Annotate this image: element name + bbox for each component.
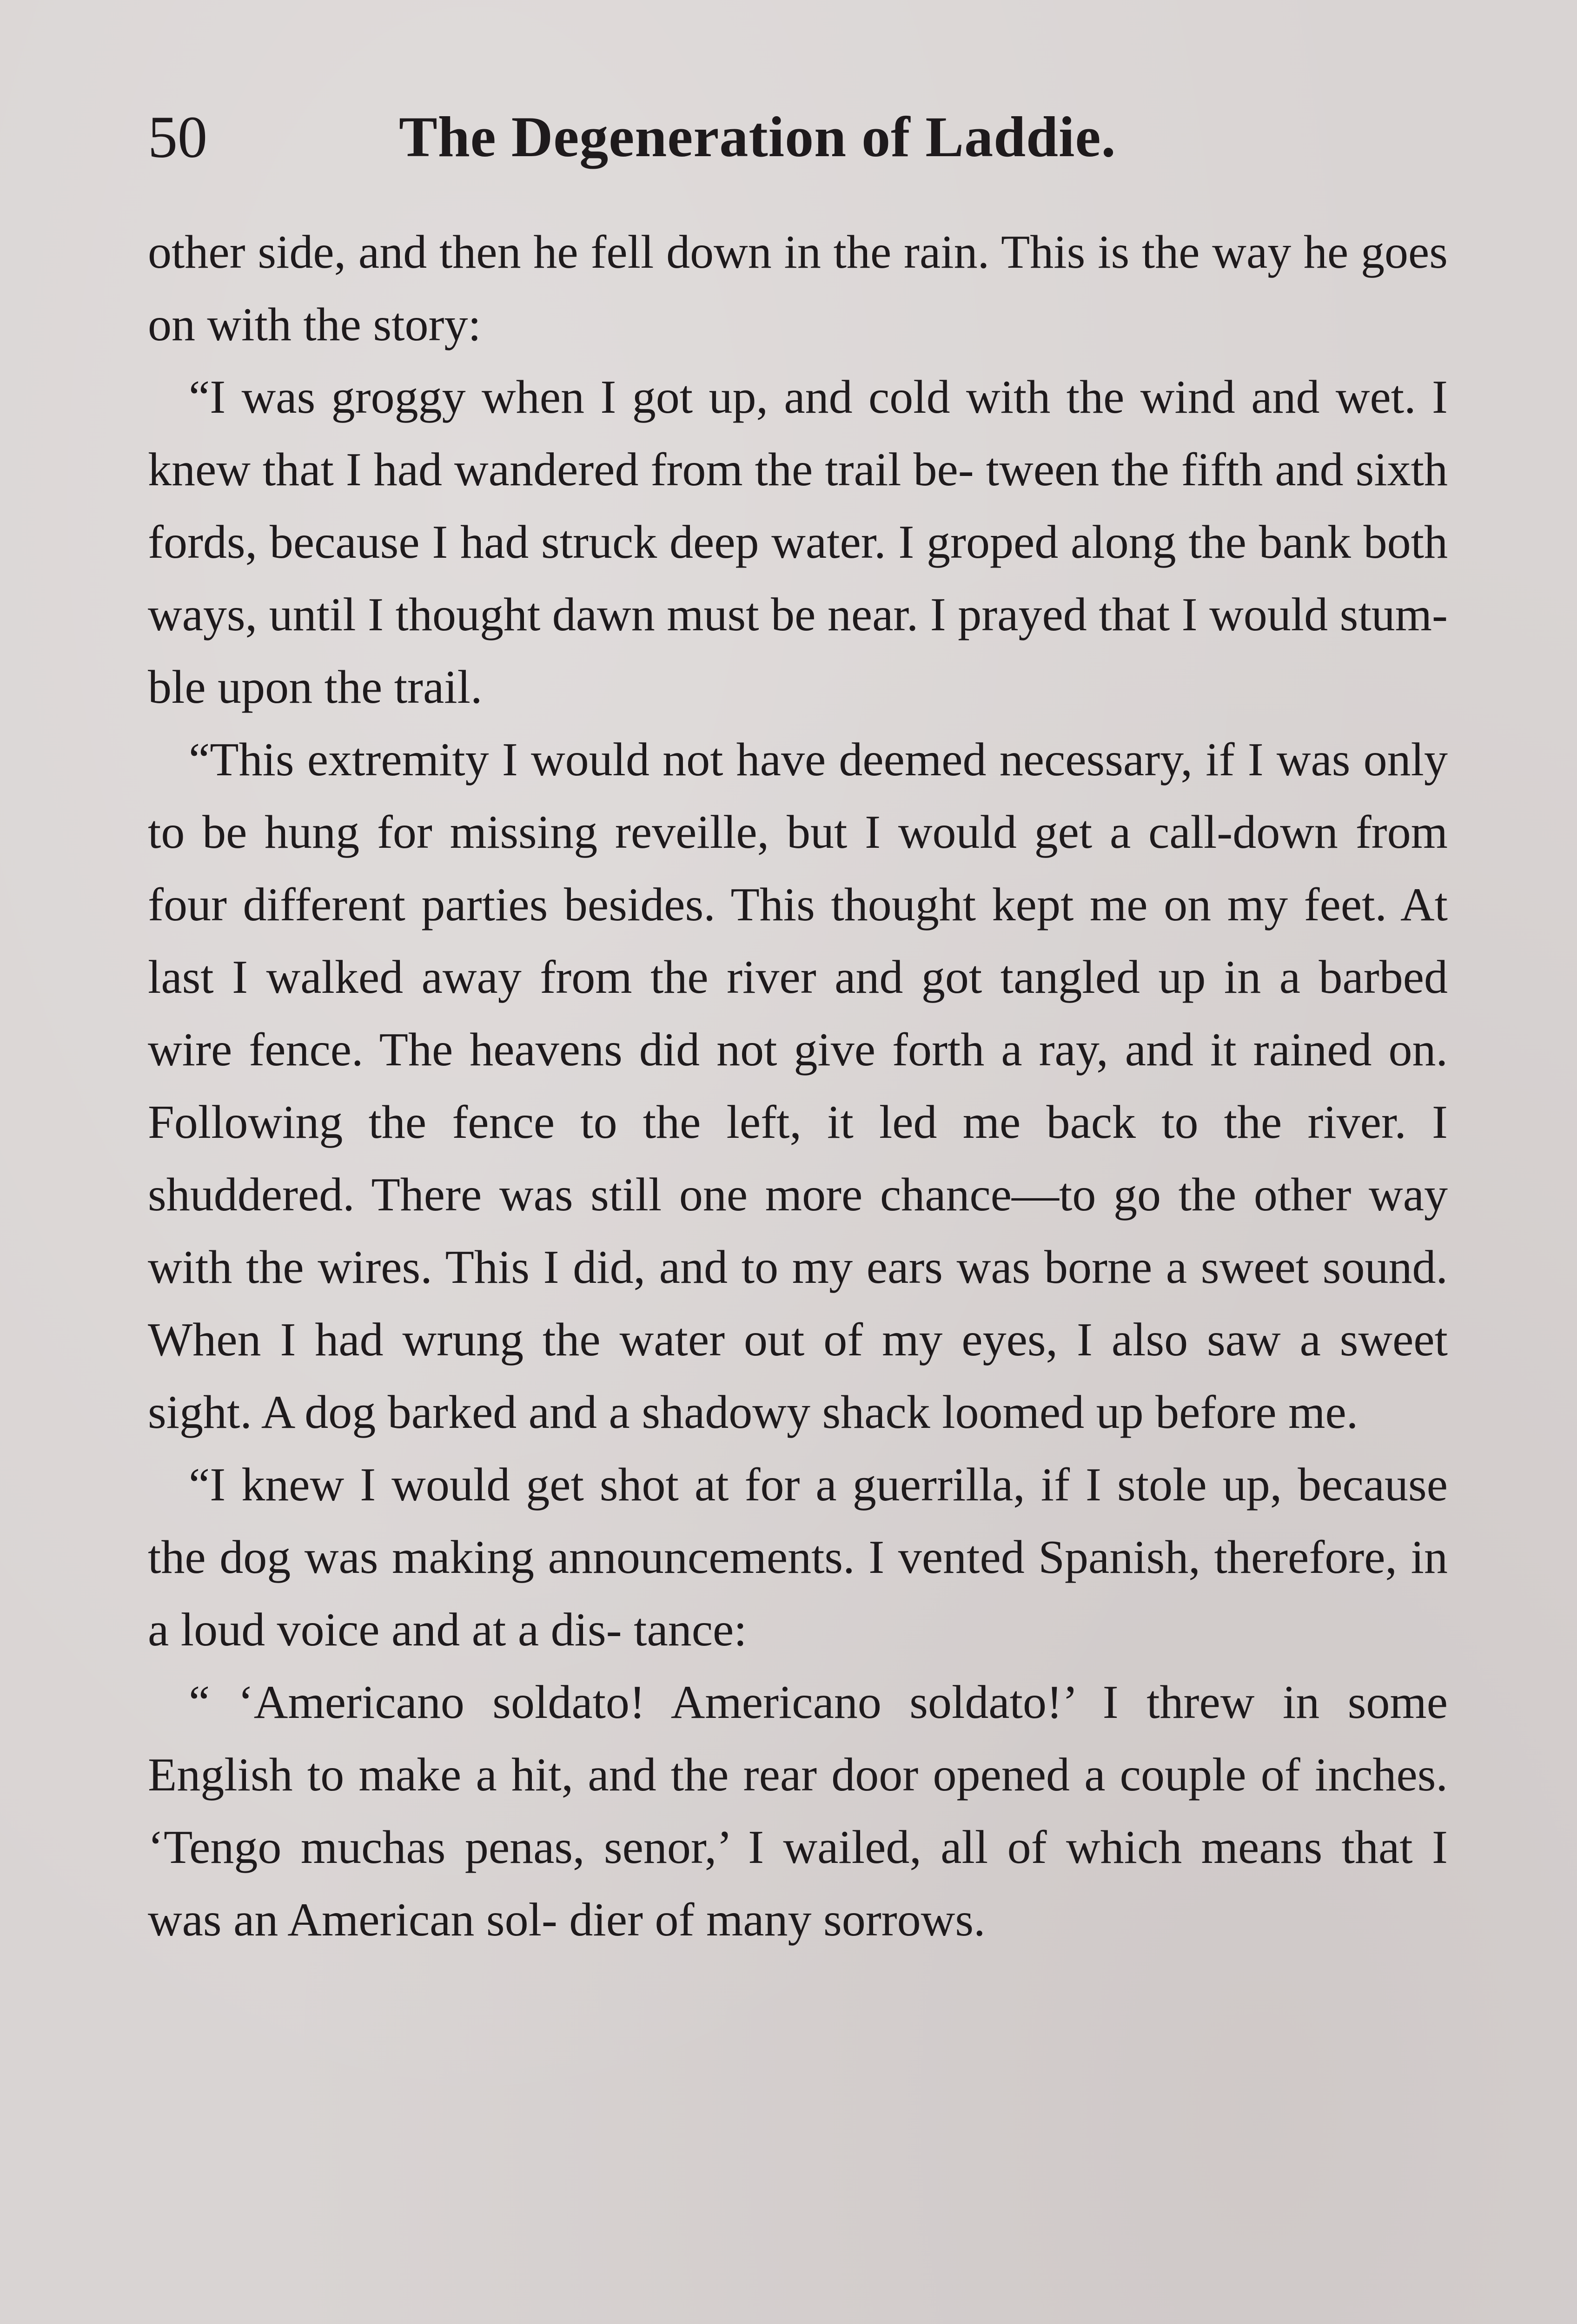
paragraph: “I was groggy when I got up, and cold with the wind and wet. I knew that I had wandered from the trail be- tween the fifth and sixth fords, because I had struck deep water. I groped along the bank both ways, until I thought dawn must be near. I prayed that I would stum- ble upon the trail. bbox=[148, 371, 1448, 713]
page-header bbox=[148, 93, 1450, 177]
page-number: 50 bbox=[148, 104, 207, 170]
body-text bbox=[148, 216, 1448, 1956]
running-head: The Degeneration of Laddie. bbox=[399, 105, 1116, 169]
paragraph: “ ‘Americano soldato! Americano soldato!’ I threw in some English to make a hit, and the rear door opened a couple of inches. ‘Tengo muchas penas, senor,’ I wailed, all of which means that I was an American sol- dier of many sorrows. bbox=[148, 1676, 1448, 1946]
paragraph: other side, and then he fell down in the rain. This is the way he goes on with the story: bbox=[148, 226, 1448, 351]
paragraph: “I knew I would get shot at for a guerrilla, if I stole up, because the dog was making announcements. I vented Spanish, therefore, in a loud voice and at a dis- tance: bbox=[148, 1459, 1448, 1656]
paragraph: “This extremity I would not have deemed necessary, if I was only to be hung for missing reveille, but I would get a call-down from four different parties besides. This thought kept me on my feet. At last I walked away from the river and got tangled up in a barbed wire fence. The heavens did not give forth a ray, and it rained on. Following the fence to the left, it led me back to the river. I shuddered. There was still one more chance—to go the other way with the wires. This I did, and to my ears was borne a sweet sound. When I had wrung the water out of my eyes, I also saw a sweet sight. A dog barked and a shadowy shack loomed up before me. bbox=[148, 733, 1448, 1439]
